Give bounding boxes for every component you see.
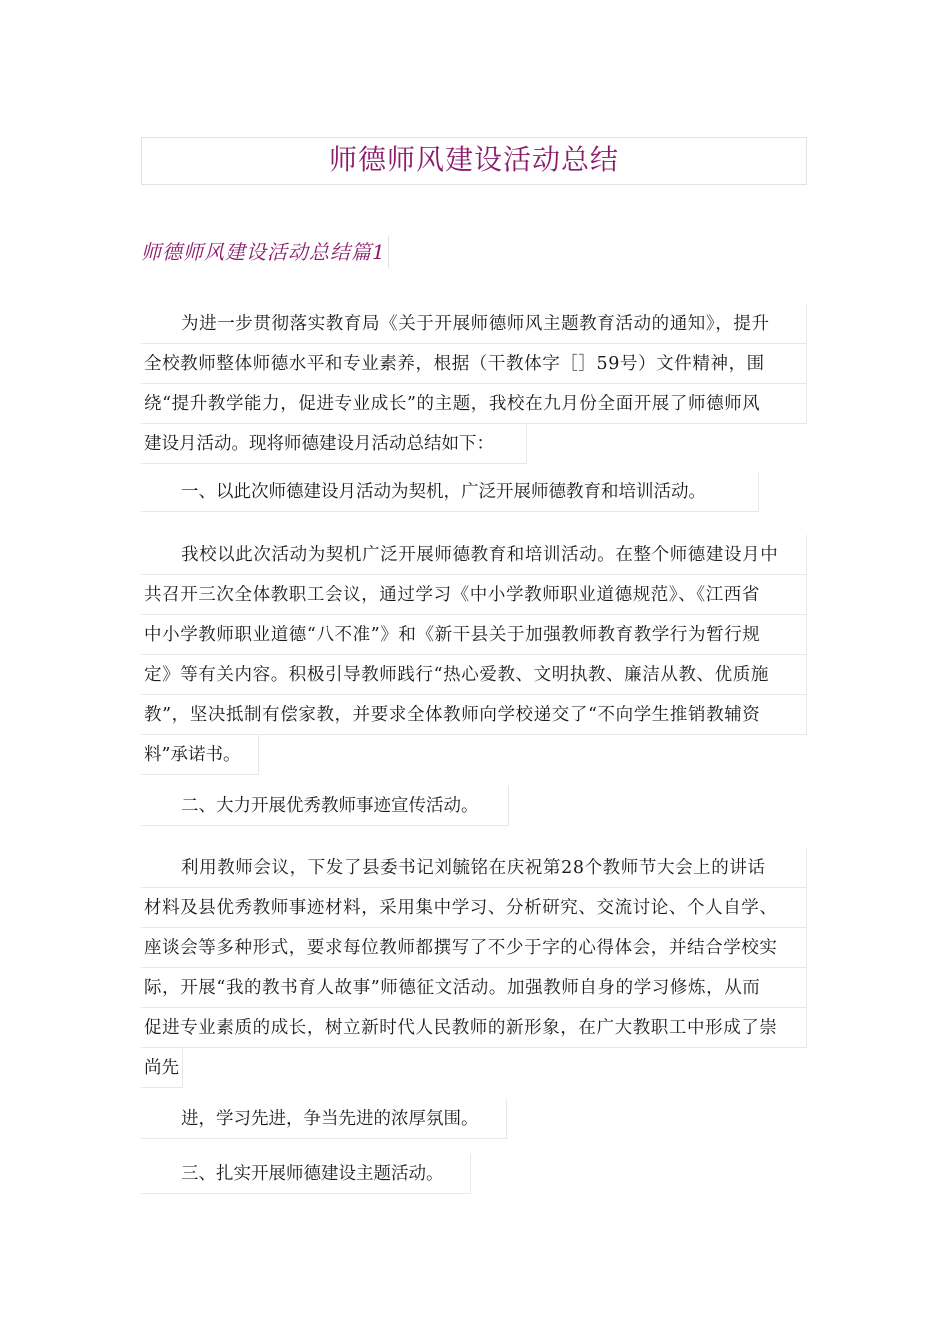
paragraph-line: 为进一步贯彻落实教育局《关于开展师德师风主题教育活动的通知》，提升 bbox=[141, 304, 807, 344]
paragraph-line: 尚先 bbox=[141, 1048, 183, 1088]
subheading-line: 二、大力开展优秀教师事迹宣传活动。 bbox=[141, 786, 509, 826]
paragraph-2 bbox=[141, 535, 807, 779]
paragraph-line: 料”承诺书。 bbox=[141, 735, 259, 775]
paragraph-line: 座谈会等多种形式，要求每位教师都撰写了不少于字的心得体会，并结合学校实 bbox=[141, 928, 807, 968]
document-title: 师德师风建设活动总结 bbox=[328, 143, 619, 176]
section-heading: 师德师风建设活动总结篇1 bbox=[141, 240, 386, 264]
paragraph-continuation bbox=[141, 1099, 807, 1143]
paragraph-line: 教”，坚决抵制有偿家教，并要求全体教师向学校递交了“不向学生推销教辅资 bbox=[141, 695, 807, 735]
paragraph-line: 际，开展“我的教书育人故事”师德征文活动。加强教师自身的学习修炼，从而 bbox=[141, 968, 807, 1008]
subheading-line: 三、扎实开展师德建设主题活动。 bbox=[141, 1154, 471, 1194]
subheading-line: 一、以此次师德建设月活动为契机，广泛开展师德教育和培训活动。 bbox=[141, 472, 759, 512]
paragraph-line: 我校以此次活动为契机广泛开展师德教育和培训活动。在整个师德建设月中 bbox=[141, 535, 807, 575]
paragraph-line: 材料及县优秀教师事迹材料，采用集中学习、分析研究、交流讨论、个人自学、 bbox=[141, 888, 807, 928]
paragraph-line: 绕“提升教学能力，促进专业成长”的主题，我校在九月份全面开展了师德师风 bbox=[141, 384, 807, 424]
paragraph-line: 共召开三次全体教职工会议，通过学习《中小学教师职业道德规范》、《江西省 bbox=[141, 575, 807, 615]
paragraph-line: 进，学习先进，争当先进的浓厚氛围。 bbox=[141, 1099, 507, 1139]
subheading-3 bbox=[141, 1154, 807, 1198]
subheading-2 bbox=[141, 786, 807, 830]
paragraph-line: 中小学教师职业道德“八不准”》和《新干县关于加强教师教育教学行为暂行规 bbox=[141, 615, 807, 655]
paragraph-line: 利用教师会议，下发了县委书记刘毓铭在庆祝第28个教师节大会上的讲话 bbox=[141, 848, 807, 888]
subheading-1 bbox=[141, 472, 807, 516]
paragraph-line: 促进专业素质的成长，树立新时代人民教师的新形象，在广大教职工中形成了崇 bbox=[141, 1008, 807, 1048]
paragraph-3 bbox=[141, 848, 807, 1092]
paragraph-1 bbox=[141, 304, 807, 468]
title-frame bbox=[141, 137, 807, 185]
paragraph-line: 建设月活动。现将师德建设月活动总结如下： bbox=[141, 424, 527, 464]
section-heading-frame bbox=[141, 236, 389, 268]
paragraph-line: 全校教师整体师德水平和专业素养，根据（干教体字［］59号）文件精神，围 bbox=[141, 344, 807, 384]
paragraph-line: 定》等有关内容。积极引导教师践行“热心爱教、文明执教、廉洁从教、优质施 bbox=[141, 655, 807, 695]
